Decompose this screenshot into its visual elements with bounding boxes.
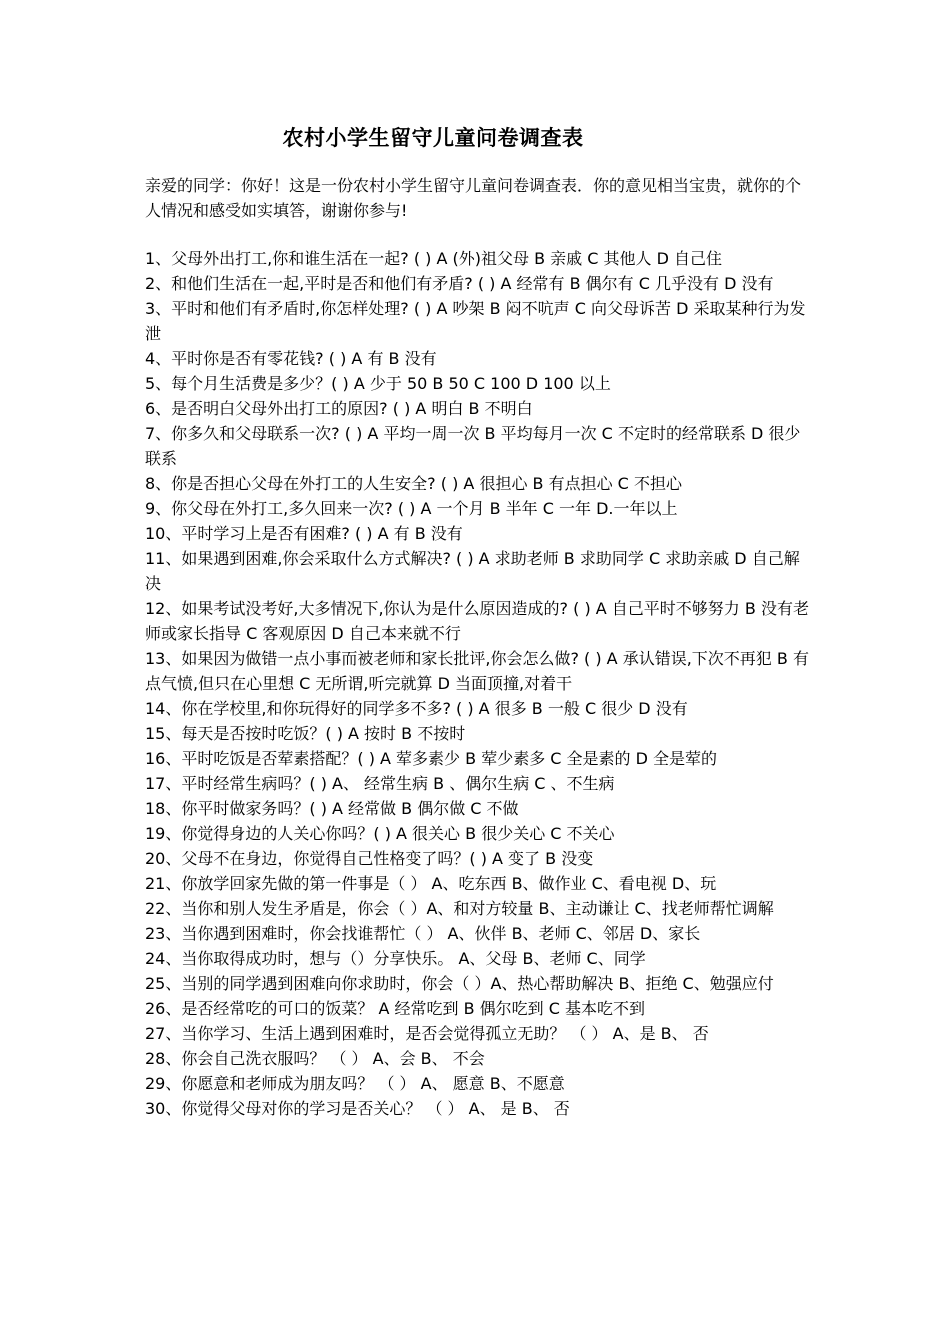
question-item: 3、平时和他们有矛盾时,你怎样处理? ( ) A 吵架 B 闷不吭声 C 向父母诉苦 D 采取某种行为发泄 (145, 299, 806, 343)
question-item: 13、如果因为做错一点小事而被老师和家长批评,你会怎么做? ( ) A 承认错误,下次不再犯 B 有点气愤,但只在心里想 C 无所谓,听完就算 D 当面顶撞,对着干 (145, 649, 809, 693)
question-item: 21、你放学回家先做的第一件事是（ ） A、吃东西 B、做作业 C、看电视 D、玩 (145, 874, 717, 893)
question-item: 17、平时经常生病吗？( ) A、 经常生病 B 、偶尔生病 C 、不生病 (145, 774, 615, 793)
question-item: 15、每天是否按时吃饭？( ) A 按时 B 不按时 (145, 724, 466, 743)
question-item: 20、父母不在身边，你觉得自己性格变了吗？( ) A 变了 B 没变 (145, 849, 594, 868)
question-item: 10、平时学习上是否有困难? ( ) A 有 B 没有 (145, 524, 463, 543)
question-item: 14、你在学校里,和你玩得好的同学多不多? ( ) A 很多 B 一般 C 很少 D 没有 (145, 699, 688, 718)
question-item: 11、如果遇到困难,你会采取什么方式解决? ( ) A 求助老师 B 求助同学 C 求助亲戚 D 自己解决 (145, 549, 800, 593)
question-item: 12、如果考试没考好,大多情况下,你认为是什么原因造成的? ( ) A 自己平时不够努力 B 没有老师或家长指导 C 客观原因 D 自己本来就不行 (145, 599, 809, 643)
question-item: 26、是否经常吃的可口的饭菜？ A 经常吃到 B 偶尔吃到 C 基本吃不到 (145, 999, 645, 1018)
question-item: 4、平时你是否有零花钱? ( ) A 有 B 没有 (145, 349, 437, 368)
question-item: 27、当你学习、生活上遇到困难时，是否会觉得孤立无助？ （ ） A、是 B、 否 (145, 1024, 709, 1043)
intro-paragraph: 亲爱的同学：你好！这是一份农村小学生留守儿童问卷调查表．你的意见相当宝贵，就你的个人情况和感受如实填答，谢谢你参与! (145, 176, 802, 220)
question-list (145, 246, 815, 1121)
question-item: 1、父母外出打工,你和谁生活在一起? ( ) A (外)祖父母 B 亲戚 C 其他人 D 自己住 (145, 249, 723, 268)
question-item: 9、你父母在外打工,多久回来一次? ( ) A 一个月 B 半年 C 一年 D.一年以上 (145, 499, 678, 518)
question-item: 22、当你和别人发生矛盾是，你会（ ）A、和对方较量 B、主动谦让 C、找老师帮忙调解 (145, 899, 774, 918)
question-item: 7、你多久和父母联系一次? ( ) A 平均一周一次 B 平均每月一次 C 不定时的经常联系 D 很少联系 (145, 424, 801, 468)
question-item: 28、你会自己洗衣服吗？ （ ） A、会 B、 不会 (145, 1049, 485, 1068)
question-item: 18、你平时做家务吗？( ) A 经常做 B 偶尔做 C 不做 (145, 799, 519, 818)
question-item: 2、和他们生活在一起,平时是否和他们有矛盾? ( ) A 经常有 B 偶尔有 C 几乎没有 D 没有 (145, 274, 774, 293)
question-item: 16、平时吃饭是否荤素搭配？( ) A 荤多素少 B 荤少素多 C 全是素的 D 全是荤的 (145, 749, 718, 768)
question-item: 6、是否明白父母外出打工的原因? ( ) A 明白 B 不明白 (145, 399, 533, 418)
question-item: 29、你愿意和老师成为朋友吗？ （ ） A、 愿意 B、不愿意 (145, 1074, 565, 1093)
question-item: 5、每个月生活费是多少？( ) A 少于 50 B 50 C 100 D 100 以上 (145, 374, 611, 393)
question-item: 23、当你遇到困难时，你会找谁帮忙（ ） A、伙伴 B、老师 C、邻居 D、家长 (145, 924, 701, 943)
question-item: 25、当别的同学遇到困难向你求助时，你会（ ）A、热心帮助解决 B、拒绝 C、勉强应付 (145, 974, 774, 993)
question-item: 30、你觉得父母对你的学习是否关心？ （ ） A、 是 B、 否 (145, 1099, 570, 1118)
question-item: 19、你觉得身边的人关心你吗？( ) A 很关心 B 很少关心 C 不关心 (145, 824, 615, 843)
question-item: 8、你是否担心父母在外打工的人生安全? ( ) A 很担心 B 有点担心 C 不担心 (145, 474, 682, 493)
question-item: 24、当你取得成功时，想与（）分享快乐。 A、父母 B、老师 C、同学 (145, 949, 646, 968)
document-title: 农村小学生留守儿童问卷调查表 (282, 126, 584, 150)
